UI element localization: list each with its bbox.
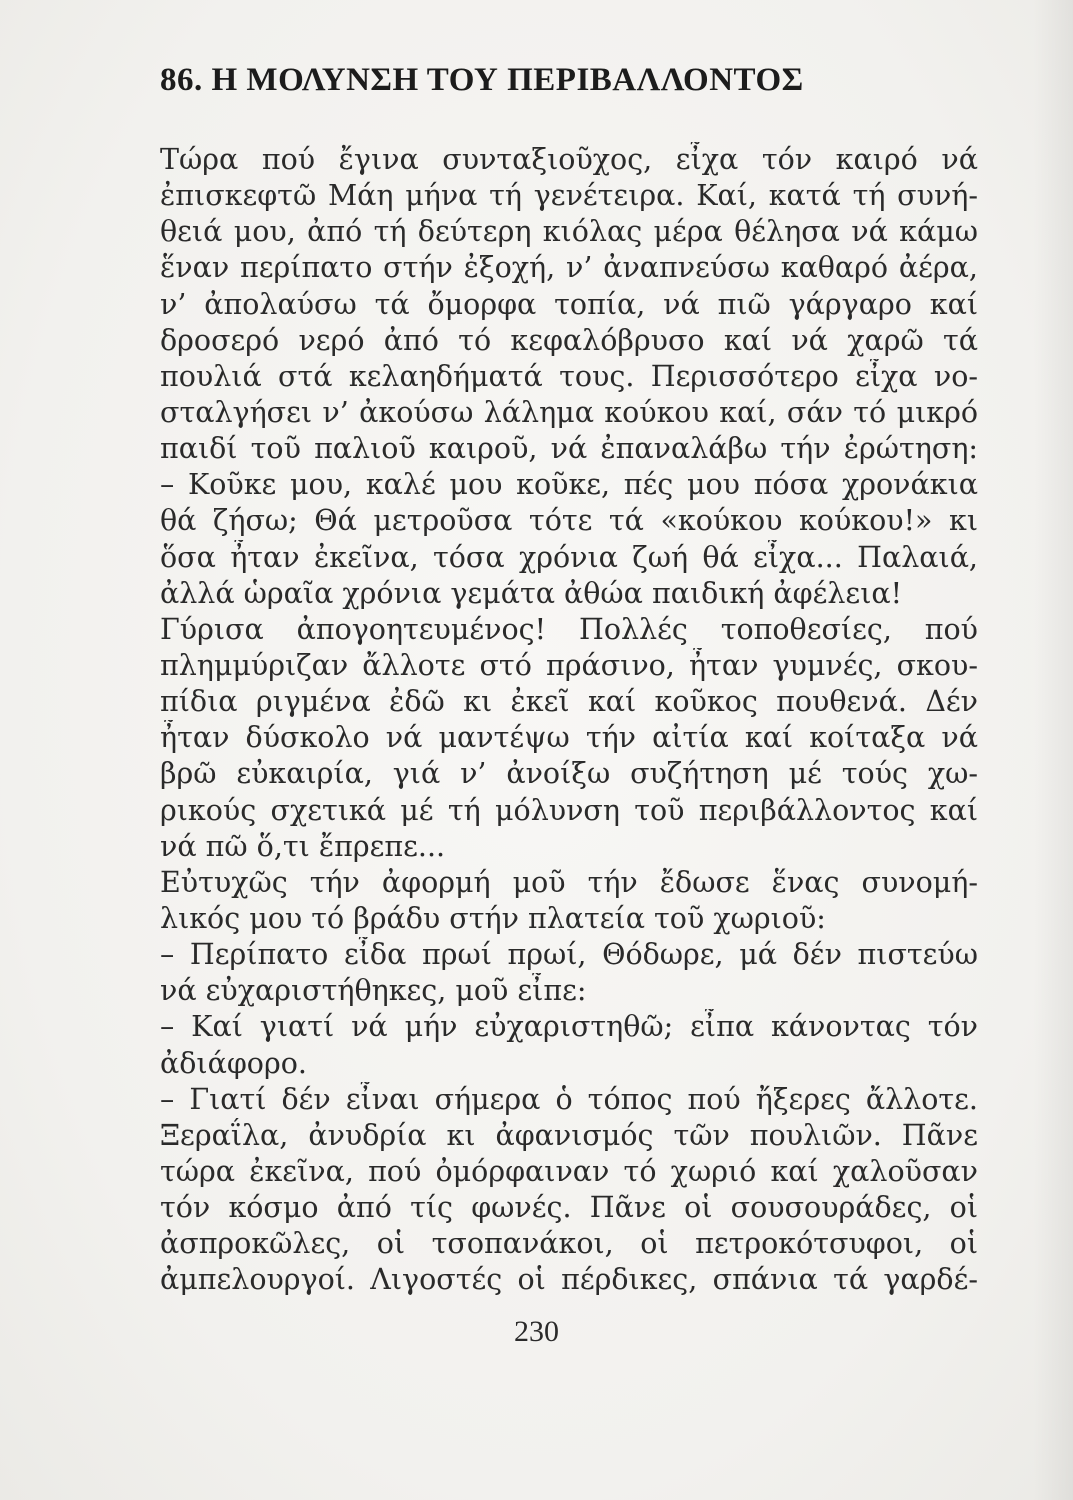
text-line: – Περίπατο εἶδα πρωί πρωί, Θόδωρε, μά δέν πιστεύω — [160, 938, 978, 972]
text-line: – Γιατί δέν εἶναι σήμερα ὁ τόπος πού ἤξερες ἄλλοτε. — [160, 1082, 978, 1116]
body-text — [160, 142, 978, 1299]
page-edge-shadow — [1033, 0, 1073, 1500]
text-line: νά πῶ ὅ,τι ἔπρεπε... — [160, 829, 446, 863]
text-line: θά ζήσω; Θά μετροῦσα τότε τά «κούκου κούκου!» κι — [160, 504, 978, 538]
text-line: βρῶ εὐκαιρία, γιά ν’ ἀνοίξω συζήτηση μέ τούς χω- — [160, 757, 978, 791]
chapter-title: 86. Η ΜΟΛΥΝΣΗ ΤΟΥ ΠΕΡΙΒΑΛΛΟΝΤΟΣ — [160, 62, 804, 98]
text-line: ἀδιάφορο. — [160, 1046, 307, 1080]
text-line: ἐπισκεφτῶ Μάη μήνα τή γενέτειρα. Καί, κατά τή συνή- — [160, 179, 978, 213]
text-line: παιδί τοῦ παλιοῦ καιροῦ, νά ἐπαναλάβω τήν ἐρώτηση: — [160, 432, 978, 466]
text-line: Ξεραΐλα, ἀνυδρία κι ἀφανισμός τῶν πουλιῶν. Πᾶνε — [160, 1118, 978, 1152]
text-line: – Καί γιατί νά μήν εὐχαριστηθῶ; εἶπα κάνοντας τόν — [160, 1010, 978, 1044]
text-line: ἦταν δύσκολο νά μαντέψω τήν αἰτία καί κοίταξα νά — [160, 721, 978, 755]
text-line: – Κοῦκε μου, καλέ μου κοῦκε, πές μου πόσα χρονάκια — [160, 468, 978, 502]
text-line: ἀλλά ὡραῖα χρόνια γεμάτα ἀθώα παιδική ἀφέλεια! — [160, 576, 903, 610]
text-line: λικός μου τό βράδυ στήν πλατεία τοῦ χωριοῦ: — [160, 901, 826, 935]
text-line: πίδια ριγμένα ἐδῶ κι ἐκεῖ καί κοῦκος πουθενά. Δέν — [160, 685, 978, 719]
text-line: ὅσα ἦταν ἐκεῖνα, τόσα χρόνια ζωή θά εἶχα... Παλαιά, — [160, 540, 978, 574]
text-line: νά εὐχαριστήθηκες, μοῦ εἶπε: — [160, 974, 587, 1008]
text-line: τόν κόσμο ἀπό τίς φωνές. Πᾶνε οἱ σουσουράδες, οἱ — [160, 1191, 978, 1225]
text-line: πουλιά στά κελαηδήματά τους. Περισσότερο εἶχα νο- — [160, 359, 978, 393]
text-line: τώρα ἐκεῖνα, πού ὀμόρφαιναν τό χωριό καί χαλοῦσαν — [160, 1154, 978, 1188]
text-line: Γύρισα ἀπογοητευμένος! Πολλές τοποθεσίες, πού — [160, 612, 978, 646]
text-line: σταλγήσει ν’ ἀκούσω λάλημα κούκου καί, σάν τό μικρό — [160, 395, 978, 429]
text-line: ρικούς σχετικά μέ τή μόλυνση τοῦ περιβάλλοντος καί — [160, 793, 978, 827]
text-line: Εὐτυχῶς τήν ἀφορμή μοῦ τήν ἔδωσε ἕνας συνομή- — [160, 865, 978, 899]
text-line: ν’ ἀπολαύσω τά ὄμορφα τοπία, νά πιῶ γάργαρο καί — [160, 287, 978, 321]
text-line: πλημμύριζαν ἄλλοτε στό πράσινο, ἦταν γυμνές, σκου- — [160, 648, 978, 682]
text-line: Τώρα πού ἔγινα συνταξιοῦχος, εἶχα τόν καιρό νά — [160, 143, 978, 176]
text-line: θειά μου, ἀπό τή δεύτερη κιόλας μέρα θέλησα νά κάμω — [160, 215, 978, 249]
text-line: ἕναν περίπατο στήν ἐξοχή, ν’ ἀναπνεύσω καθαρό ἀέρα, — [160, 251, 978, 285]
text-line: ἀμπελουργοί. Λιγοστές οἱ πέρδικες, σπάνια τά γαρδέ- — [160, 1263, 978, 1297]
text-line: δροσερό νερό ἀπό τό κεφαλόβρυσο καί νά χαρῶ τά — [160, 323, 978, 357]
text-line: ἀσπροκῶλες, οἱ τσοπανάκοι, οἱ πετροκότσυφοι, οἱ — [160, 1227, 978, 1261]
page-number: 230 — [514, 1315, 559, 1348]
